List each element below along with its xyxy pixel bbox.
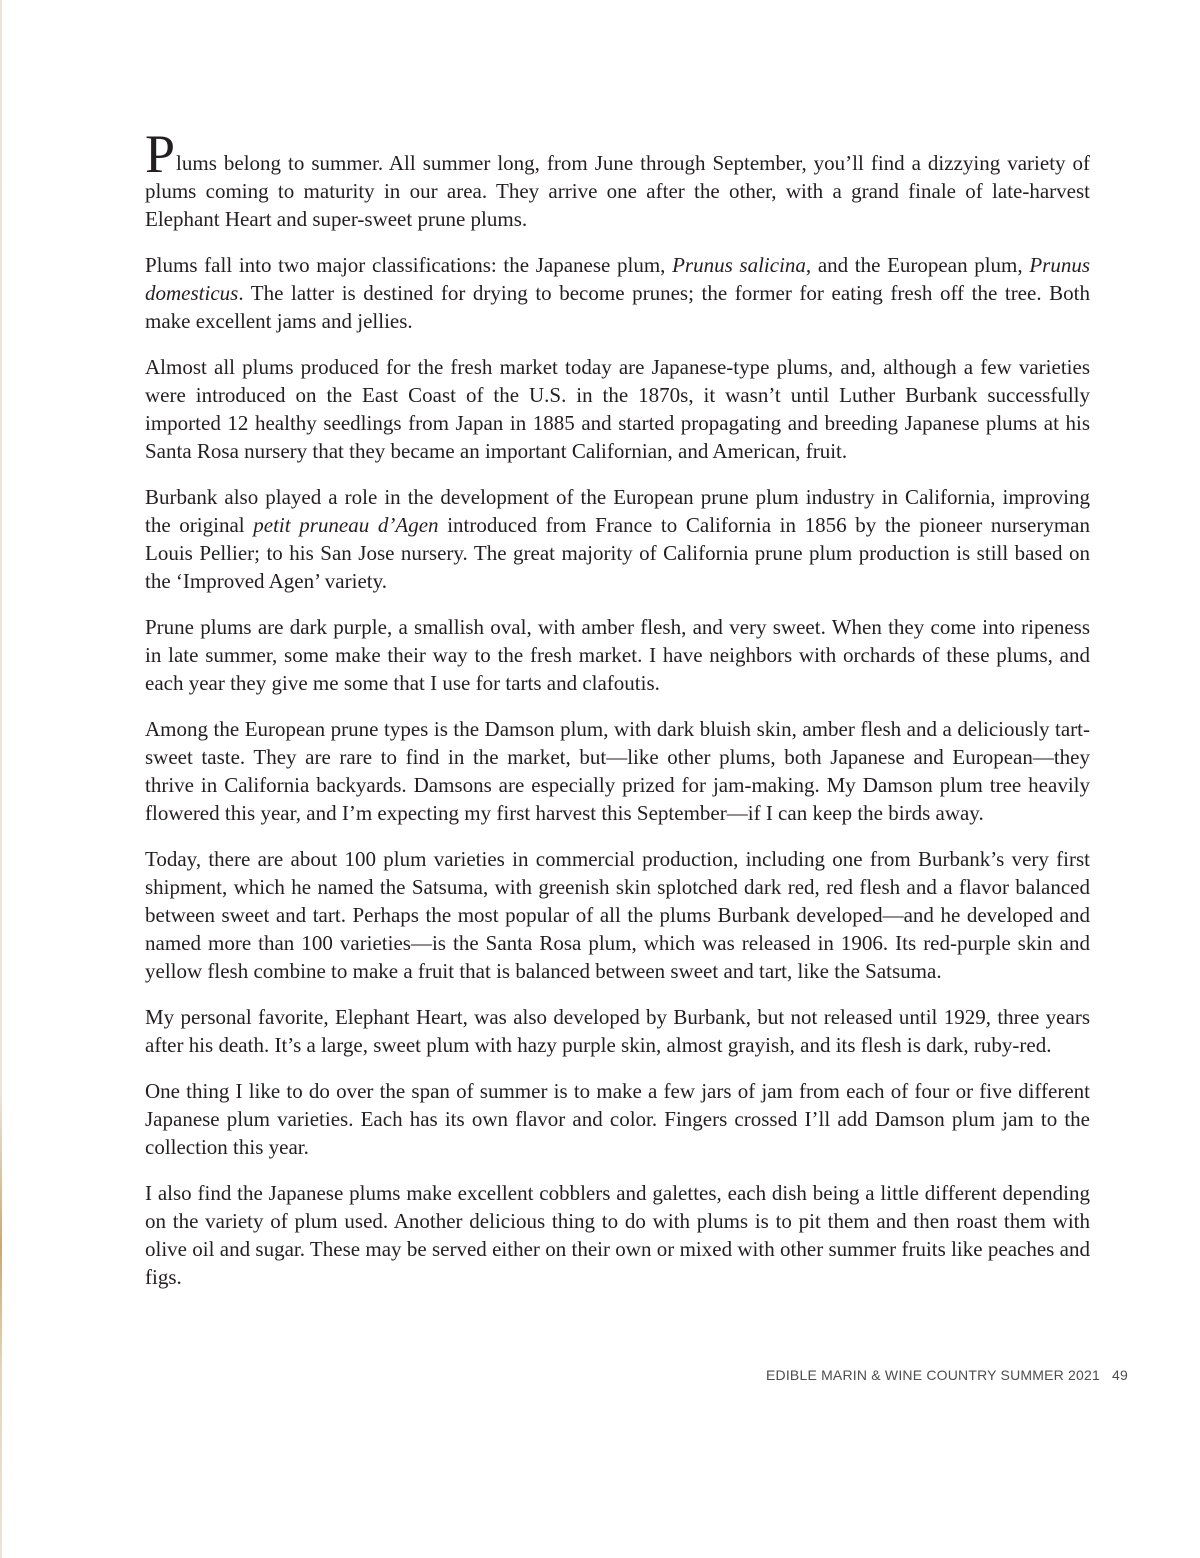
paragraph-5: Prune plums are dark purple, a smallish oval, with amber flesh, and very sweet. When they come into ripeness in late summer, some make their way to the fresh market. I have neighbors with orchards of these plums, and each year they give me some that I use for tarts and clafoutis. bbox=[145, 615, 1090, 695]
paragraph-9: One thing I like to do over the span of summer is to make a few jars of jam from each of four or five different Japanese plum varieties. Each has its own flavor and color. Fingers crossed I’ll add Damson plum jam to the collection this year. bbox=[145, 1079, 1090, 1159]
paragraph-4-text-a: Burbank also played a role in the development of the European prune plum industry in California, improving the original bbox=[145, 485, 1090, 537]
paragraph-4-text-b: introduced from France to California in 1856 by the pioneer nurseryman Louis Pellier; to his San Jose nursery. The great majority of California prune plum production is still based on the ‘Improved Agen’ variety. bbox=[145, 513, 1090, 593]
publication-name: EDIBLE MARIN & WINE COUNTRY SUMMER 2021 bbox=[765, 1367, 1101, 1383]
paragraph-1-text: lums belong to summer. All summer long, from June through September, you’ll find a dizzying variety of plums coming to maturity in our area. They arrive one after the other, with a grand finale of late-harvest Elephant Heart and super-sweet prune plums. bbox=[145, 151, 1090, 231]
paragraph-8: My personal favorite, Elephant Heart, was also developed by Burbank, but not released until 1929, three years after his death. It’s a large, sweet plum with hazy purple skin, almost grayish, and its flesh is dark, ruby-red. bbox=[145, 1005, 1090, 1057]
drop-cap: P bbox=[145, 124, 176, 184]
paragraph-4 bbox=[145, 483, 1090, 595]
page-number: 49 bbox=[1112, 1367, 1128, 1383]
species-european-plum: Prunus domesticus bbox=[145, 253, 1090, 305]
page-footer bbox=[766, 1367, 1128, 1383]
article-body bbox=[145, 124, 1090, 1291]
page-edge bbox=[0, 0, 2, 1558]
paragraph-1 bbox=[145, 124, 1090, 233]
paragraph-3: Almost all plums produced for the fresh market today are Japanese-type plums, and, although a few varieties were introduced on the East Coast of the U.S. in the 1870s, it wasn’t until Luther Burbank successfully imported 12 healthy seedlings from Japan in 1885 and started propagating and breeding Japanese plums at his Santa Rosa nursery that they became an important Californian, and American, fruit. bbox=[145, 355, 1090, 463]
species-japanese-plum: Prunus salicina bbox=[672, 253, 806, 277]
variety-petit-pruneau: petit pruneau d’Agen bbox=[253, 513, 439, 537]
paragraph-2 bbox=[145, 251, 1090, 335]
paragraph-7: Today, there are about 100 plum varieties in commercial production, including one from Burbank’s very first shipment, which he named the Satsuma, with greenish skin splotched dark red, red flesh and a flavor balanced between sweet and tart. Perhaps the most popular of all the plums Burbank developed—and he developed and named more than 100 varieties—is the Santa Rosa plum, which was released in 1906. Its red-purple skin and yellow flesh combine to make a fruit that is balanced between sweet and tart, like the Satsuma. bbox=[145, 847, 1090, 983]
paragraph-2-text-c: . The latter is destined for drying to become prunes; the former for eating fresh off the tree. Both make excellent jams and jellies. bbox=[145, 281, 1090, 333]
paragraph-2-text-a: Plums fall into two major classifications: the Japanese plum, bbox=[145, 253, 673, 277]
paragraph-6: Among the European prune types is the Damson plum, with dark bluish skin, amber flesh and a deliciously tart-sweet taste. They are rare to find in the market, but—like other plums, both Japanese and European—they thrive in California backyards. Damsons are especially prized for jam-making. My Damson plum tree heavily flowered this year, and I’m expecting my first harvest this September—if I can keep the birds away. bbox=[145, 717, 1090, 825]
paragraph-2-text-b: , and the European plum, bbox=[805, 253, 1030, 277]
paragraph-10: I also find the Japanese plums make excellent cobblers and galettes, each dish being a little different depending on the variety of plum used. Another delicious thing to do with plums is to pit them and then roast them with olive oil and sugar. These may be served either on their own or mixed with other summer fruits like peaches and figs. bbox=[145, 1181, 1090, 1289]
